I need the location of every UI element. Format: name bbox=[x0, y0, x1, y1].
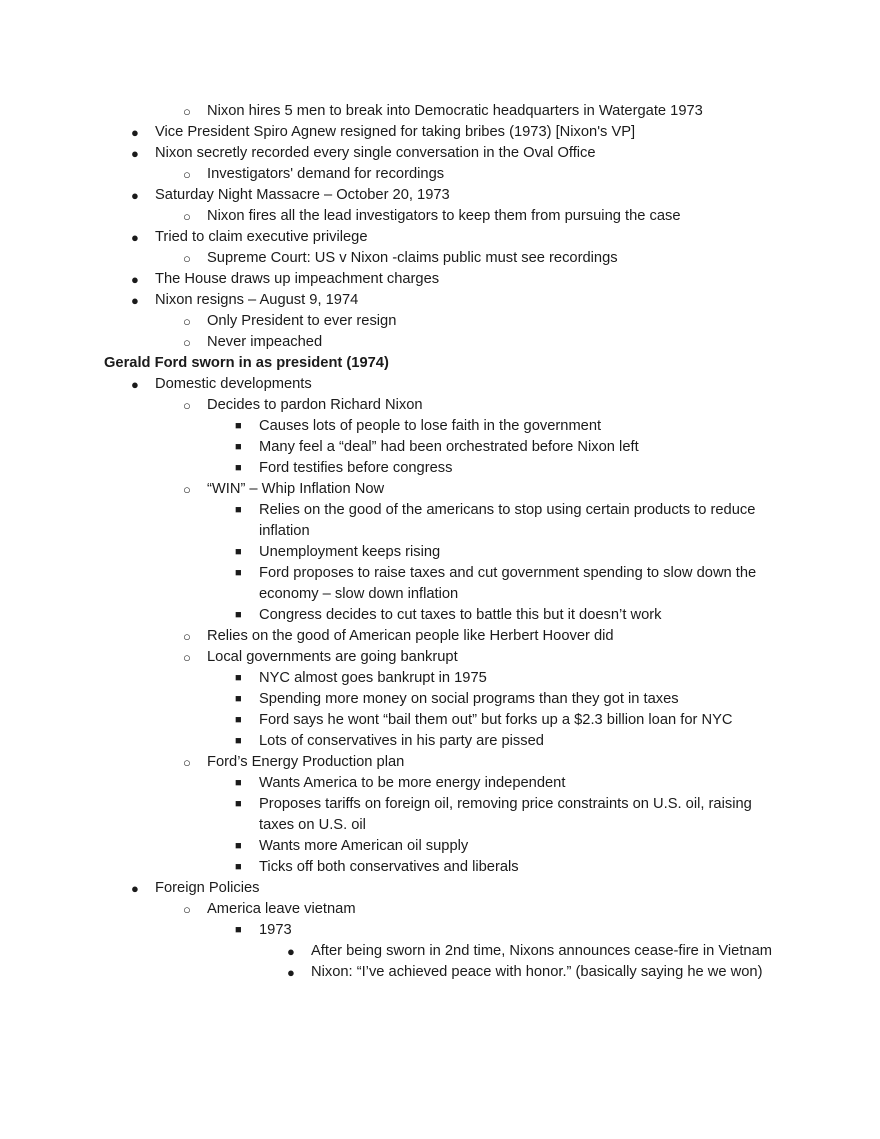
item-text: Ford’s Energy Production plan bbox=[207, 754, 405, 770]
list-item bbox=[183, 332, 776, 353]
list-item bbox=[235, 563, 776, 605]
list-item bbox=[183, 206, 776, 227]
filled-circle-bullet-icon: ● bbox=[131, 125, 139, 140]
list-item bbox=[131, 227, 776, 248]
item-text: 1973 bbox=[259, 922, 292, 938]
item-text: Many feel a “deal” had been orchestrated before Nixon left bbox=[259, 439, 639, 455]
list-item bbox=[287, 962, 776, 983]
item-text: Nixon: “I’ve achieved peace with honor.” (basically saying he we won) bbox=[311, 964, 763, 980]
list-item bbox=[183, 248, 776, 269]
item-text: “WIN” – Whip Inflation Now bbox=[207, 481, 385, 497]
filled-circle-bullet-icon: ● bbox=[131, 881, 139, 896]
item-text: Relies on the good of the americans to stop using certain products to reduce inflation bbox=[259, 502, 756, 539]
list-item bbox=[235, 836, 776, 857]
section-heading bbox=[104, 353, 776, 374]
item-text: Nixon resigns – August 9, 1974 bbox=[155, 292, 359, 308]
item-text: Only President to ever resign bbox=[207, 313, 397, 329]
filled-square-bullet-icon: ■ bbox=[235, 798, 242, 810]
list-item bbox=[235, 458, 776, 479]
item-text: Decides to pardon Richard Nixon bbox=[207, 397, 423, 413]
list-item bbox=[235, 857, 776, 878]
list-item bbox=[235, 731, 776, 752]
item-text: Relies on the good of American people like Herbert Hoover did bbox=[207, 628, 614, 644]
hollow-circle-bullet-icon: ○ bbox=[183, 629, 191, 644]
item-text: Domestic developments bbox=[155, 376, 312, 392]
hollow-circle-bullet-icon: ○ bbox=[183, 251, 191, 266]
filled-circle-bullet-icon: ● bbox=[131, 293, 139, 308]
list-item bbox=[183, 647, 776, 668]
list-item bbox=[131, 143, 776, 164]
hollow-circle-bullet-icon: ○ bbox=[183, 650, 191, 665]
list-item bbox=[235, 416, 776, 437]
filled-square-bullet-icon: ■ bbox=[235, 777, 242, 789]
item-text: After being sworn in 2nd time, Nixons announces cease-fire in Vietnam bbox=[311, 943, 772, 959]
filled-circle-bullet-icon: ● bbox=[131, 146, 139, 161]
heading-text: Gerald Ford sworn in as president (1974) bbox=[104, 355, 389, 371]
item-text: Investigators' demand for recordings bbox=[207, 166, 445, 182]
list-item bbox=[131, 269, 776, 290]
filled-square-bullet-icon: ■ bbox=[235, 441, 242, 453]
list-item bbox=[287, 941, 776, 962]
item-text: Supreme Court: US v Nixon -claims public must see recordings bbox=[207, 250, 618, 266]
list-item bbox=[183, 164, 776, 185]
hollow-circle-bullet-icon: ○ bbox=[183, 902, 191, 917]
item-text: Nixon fires all the lead investigators to keep them from pursuing the case bbox=[207, 208, 681, 224]
list-item bbox=[235, 920, 776, 941]
list-item bbox=[183, 626, 776, 647]
hollow-circle-bullet-icon: ○ bbox=[183, 755, 191, 770]
list-item bbox=[235, 773, 776, 794]
item-text: Saturday Night Massacre – October 20, 1973 bbox=[155, 187, 450, 203]
filled-circle-bullet-icon: ● bbox=[131, 377, 139, 392]
item-text: Never impeached bbox=[207, 334, 323, 350]
filled-square-bullet-icon: ■ bbox=[235, 609, 242, 621]
item-text: Nixon secretly recorded every single conversation in the Oval Office bbox=[155, 145, 596, 161]
list-item bbox=[131, 290, 776, 311]
item-text: NYC almost goes bankrupt in 1975 bbox=[259, 670, 487, 686]
list-item bbox=[131, 374, 776, 395]
item-text: Wants more American oil supply bbox=[259, 838, 469, 854]
filled-circle-bullet-icon: ● bbox=[287, 965, 295, 980]
item-text: Causes lots of people to lose faith in the government bbox=[259, 418, 602, 434]
filled-square-bullet-icon: ■ bbox=[235, 672, 242, 684]
item-text: Ticks off both conservatives and liberals bbox=[259, 859, 519, 875]
item-text: Spending more money on social programs than they got in taxes bbox=[259, 691, 679, 707]
list-item bbox=[235, 437, 776, 458]
item-text: Vice President Spiro Agnew resigned for taking bribes (1973) [Nixon's VP] bbox=[155, 124, 636, 140]
item-text: Wants America to be more energy independent bbox=[259, 775, 566, 791]
list-item bbox=[183, 101, 776, 122]
list-item bbox=[183, 899, 776, 920]
filled-square-bullet-icon: ■ bbox=[235, 567, 242, 579]
filled-square-bullet-icon: ■ bbox=[235, 924, 242, 936]
list-item bbox=[235, 689, 776, 710]
filled-circle-bullet-icon: ● bbox=[131, 230, 139, 245]
item-text: Ford says he wont “bail them out” but forks up a $2.3 billion loan for NYC bbox=[259, 712, 733, 728]
item-text: Unemployment keeps rising bbox=[259, 544, 441, 560]
list-item bbox=[235, 542, 776, 563]
hollow-circle-bullet-icon: ○ bbox=[183, 167, 191, 182]
list-item bbox=[183, 752, 776, 773]
filled-square-bullet-icon: ■ bbox=[235, 735, 242, 747]
filled-square-bullet-icon: ■ bbox=[235, 840, 242, 852]
filled-square-bullet-icon: ■ bbox=[235, 462, 242, 474]
hollow-circle-bullet-icon: ○ bbox=[183, 104, 191, 119]
list-item bbox=[183, 311, 776, 332]
item-text: Proposes tariffs on foreign oil, removing price constraints on U.S. oil, raising taxes on U.S. oil bbox=[259, 796, 752, 833]
filled-square-bullet-icon: ■ bbox=[235, 546, 242, 558]
filled-circle-bullet-icon: ● bbox=[131, 272, 139, 287]
list-item bbox=[235, 668, 776, 689]
document-body bbox=[104, 101, 776, 983]
hollow-circle-bullet-icon: ○ bbox=[183, 314, 191, 329]
hollow-circle-bullet-icon: ○ bbox=[183, 209, 191, 224]
list-item bbox=[131, 185, 776, 206]
list-item bbox=[131, 122, 776, 143]
item-text: Local governments are going bankrupt bbox=[207, 649, 458, 665]
list-item bbox=[235, 605, 776, 626]
hollow-circle-bullet-icon: ○ bbox=[183, 482, 191, 497]
filled-square-bullet-icon: ■ bbox=[235, 861, 242, 873]
list-item bbox=[183, 395, 776, 416]
item-text: The House draws up impeachment charges bbox=[155, 271, 440, 287]
filled-circle-bullet-icon: ● bbox=[287, 944, 295, 959]
item-text: Nixon hires 5 men to break into Democratic headquarters in Watergate 1973 bbox=[207, 103, 703, 119]
item-text: America leave vietnam bbox=[207, 901, 356, 917]
item-text: Foreign Policies bbox=[155, 880, 260, 896]
hollow-circle-bullet-icon: ○ bbox=[183, 398, 191, 413]
item-text: Ford proposes to raise taxes and cut government spending to slow down the economy – slow down inflation bbox=[259, 565, 757, 602]
list-item bbox=[131, 878, 776, 899]
item-text: Lots of conservatives in his party are pissed bbox=[259, 733, 544, 749]
item-text: Congress decides to cut taxes to battle this but it doesn’t work bbox=[259, 607, 662, 623]
filled-circle-bullet-icon: ● bbox=[131, 188, 139, 203]
filled-square-bullet-icon: ■ bbox=[235, 504, 242, 516]
list-item bbox=[235, 500, 776, 542]
list-item bbox=[183, 479, 776, 500]
filled-square-bullet-icon: ■ bbox=[235, 420, 242, 432]
list-item bbox=[235, 794, 776, 836]
filled-square-bullet-icon: ■ bbox=[235, 693, 242, 705]
filled-square-bullet-icon: ■ bbox=[235, 714, 242, 726]
list-item bbox=[235, 710, 776, 731]
hollow-circle-bullet-icon: ○ bbox=[183, 335, 191, 350]
item-text: Ford testifies before congress bbox=[259, 460, 453, 476]
item-text: Tried to claim executive privilege bbox=[155, 229, 368, 245]
